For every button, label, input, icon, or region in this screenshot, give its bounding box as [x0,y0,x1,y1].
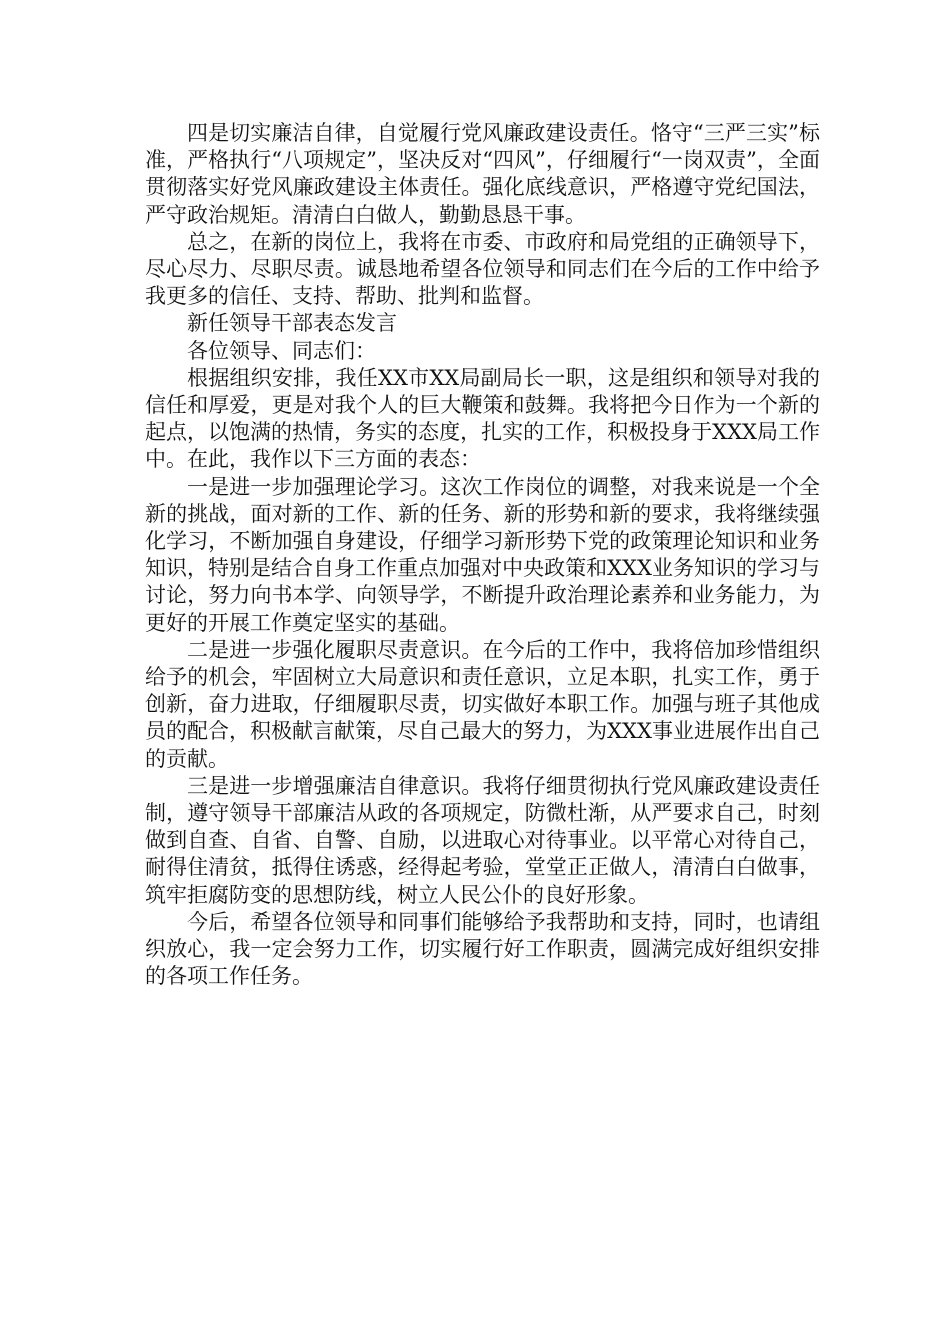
paragraph-point-three: 三是进一步增强廉洁自律意识。我将仔细贯彻执行党风廉政建设责任制，遵守领导干部廉洁从政的各项规定，防微杜渐，从严要求自己，时刻做到自查、自省、自警、自励，以进取心对待事业。以平常心对待自己，耐得住清贫，抵得住诱惑，经得起考验，堂堂正正做人，清清白白做事，筑牢拒腐防变的思想防线，树立人民公仆的良好形象。 [145,773,820,907]
paragraph-self-discipline: 四是切实廉洁自律，自觉履行党风廉政建设责任。恪守“三严三实”标准，严格执行“八项规定”，坚决反对“四风”，仔细履行“一岗双责”，全面贯彻落实好党风廉政建设主体责任。强化底线意识，严格遵守党纪国法，严守政治规矩。清清白白做人，勤勤恳恳干事。 [145,121,820,227]
paragraph-closing: 今后，希望各位领导和同事们能够给予我帮助和支持，同时，也请组织放心，我一定会努力工作，切实履行好工作职责，圆满完成好组织安排的各项工作任务。 [145,909,820,989]
speech-title: 新任领导干部表态发言 [187,311,397,336]
document-body [145,120,820,991]
paragraph-introduction: 根据组织安排，我任XX市XX局副局长一职，这是组织和领导对我的信任和厚爱，更是对我个人的巨大鞭策和鼓舞。我将把今日作为一个新的起点，以饱满的热情，务实的态度，扎实的工作，积极投身于XXX局工作中。在此，我作以下三方面的表态： [145,365,820,472]
paragraph-point-one: 一是进一步加强理论学习。这次工作岗位的调整，对我来说是一个全新的挑战，面对新的工作、新的任务、新的形势和新的要求，我将继续强化学习，不断加强自身建设，仔细学习新形势下党的政策理论知识和业务知识，特别是结合自身工作重点加强对中央政策和XXX业务知识的学习与讨论，努力向书本学、向领导学，不断提升政治理论素养和业务能力，为更好的开展工作奠定坚实的基础。 [145,474,820,635]
speech-salutation: 各位领导、同志们： [187,338,376,363]
paragraph-summary: 总之，在新的岗位上，我将在市委、市政府和局党组的正确领导下，尽心尽力、尽职尽责。诚恳地希望各位领导和同志们在今后的工作中给予我更多的信任、支持、帮助、批判和监督。 [145,229,820,309]
paragraph-point-two: 二是进一步强化履职尽责意识。在今后的工作中，我将倍加珍惜组织给予的机会，牢固树立大局意识和责任意识，立足本职，扎实工作，勇于创新，奋力进取，仔细履职尽责，切实做好本职工作。加强与班子其他成员的配合，积极献言献策，尽自己最大的努力，为XXX事业进展作出自己的贡献。 [145,637,820,771]
